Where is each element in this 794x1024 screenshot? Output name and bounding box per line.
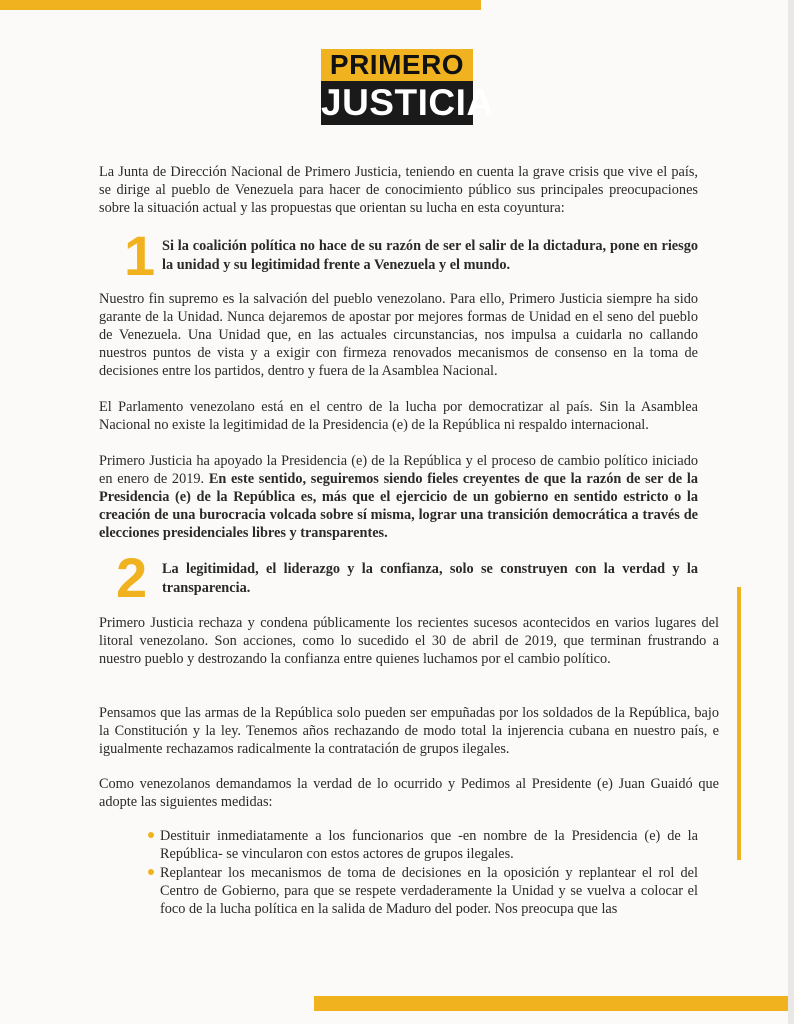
- section-1-heading: Si la coalición política no hace de su razón de ser el salir de la dictadura, pone en riesgo la unidad y su legitimidad frente a Venezuela y el mundo.: [162, 238, 698, 273]
- logo-line-justicia: JUSTICIA: [321, 82, 494, 123]
- measures-list: [148, 827, 698, 919]
- section-number-1: 1: [124, 224, 156, 287]
- top-accent-bar: [0, 0, 481, 10]
- side-accent-bar: [737, 587, 741, 860]
- bullet-dot-icon: [148, 869, 154, 875]
- section-1-paragraph-1: Nuestro fin supremo es la salvación del pueblo venezolano. Para ello, Primero Justicia siempre ha sido garante de la Unidad. Nunca dejaremos de apostar por mejores formas de Unidad en el seno del pueblo de Venezuela. Una Unidad que, en las actuales circunstancias, nos impulsa a cuidarla no callando nuestros puntos de vista y a exigir con firmeza renovados mecanismos de consenso en la toma de decisiones entre los partidos, dentro y fuera de la Asamblea Nacional.: [99, 291, 698, 379]
- primero-justicia-logo: [321, 49, 494, 125]
- list-item: [148, 827, 698, 863]
- list-item-text: Replantear los mecanismos de toma de decisiones en la oposición y replantear el rol del Centro de Gobierno, para que se respete verdaderamente la Unidad y se vuelva a colocar el foco de la lucha política en la salida de Maduro del poder. Nos preocupa que las: [160, 865, 698, 917]
- bullet-dot-icon: [148, 832, 154, 838]
- section-1-paragraph-2: El Parlamento venezolano está en el centro de la lucha por democratizar al país. Sin la Asamblea Nacional no existe la legitimidad de la Presidencia (e) de la República ni respaldo internacional.: [99, 399, 698, 433]
- section-1-paragraph-3-normal: Primero Justicia ha apoyado la Presidencia (e) de la República y el proceso de cambio político iniciado en enero de 2019.: [99, 453, 698, 487]
- page-edge-strip: [788, 0, 794, 1024]
- section-number-2: 2: [116, 546, 148, 609]
- logo-line-primero: PRIMERO: [321, 49, 473, 81]
- intro-paragraph: La Junta de Dirección Nacional de Primero Justicia, teniendo en cuenta la grave crisis que vive el país, se dirige al pueblo de Venezuela para hacer de conocimiento público sus principales preocupaciones sobre la situación actual y las propuestas que orientan su lucha en esta coyuntura:: [99, 164, 698, 216]
- section-2-heading: La legitimidad, el liderazgo y la confianza, solo se construyen con la verdad y la transparencia.: [162, 561, 698, 596]
- list-item-text: Destituir inmediatamente a los funcionarios que -en nombre de la Presidencia (e) de la República- se vincularon con estos actores de grupos ilegales.: [160, 828, 698, 862]
- section-2-paragraph-1: Primero Justicia rechaza y condena públicamente los recientes sucesos acontecidos en varios lugares del litoral venezolano. Son acciones, como lo sucedido el 30 de abril de 2019, que terminan frustrando a nuestro pueblo y destrozando la confianza entre quienes luchamos por el cambio político.: [99, 615, 719, 667]
- bottom-accent-bar: [314, 996, 788, 1011]
- section-2-paragraph-3: Como venezolanos demandamos la verdad de lo ocurrido y Pedimos al Presidente (e) Juan Guaidó que adopte las siguientes medidas:: [99, 776, 719, 810]
- section-1-paragraph-3-bold: En este sentido, seguiremos siendo fieles creyentes de que la razón de ser de la Presidencia (e) de la República es, más que el ejercicio de un gobierno en sentido estricto o la creación de una burocracia volcada sobre sí misma, lograr una transición democrática a través de elecciones presidenciales libres y transparentes.: [99, 471, 698, 541]
- section-2-paragraph-2: Pensamos que las armas de la República solo pueden ser empuñadas por los soldados de la República, bajo la Constitución y la ley. Tenemos años rechazando de modo total la injerencia cubana en nuestro país, e igualmente rechazamos radicalmente la contratación de grupos ilegales.: [99, 705, 719, 757]
- section-1-paragraph-3: [99, 452, 698, 542]
- list-item: [148, 864, 698, 918]
